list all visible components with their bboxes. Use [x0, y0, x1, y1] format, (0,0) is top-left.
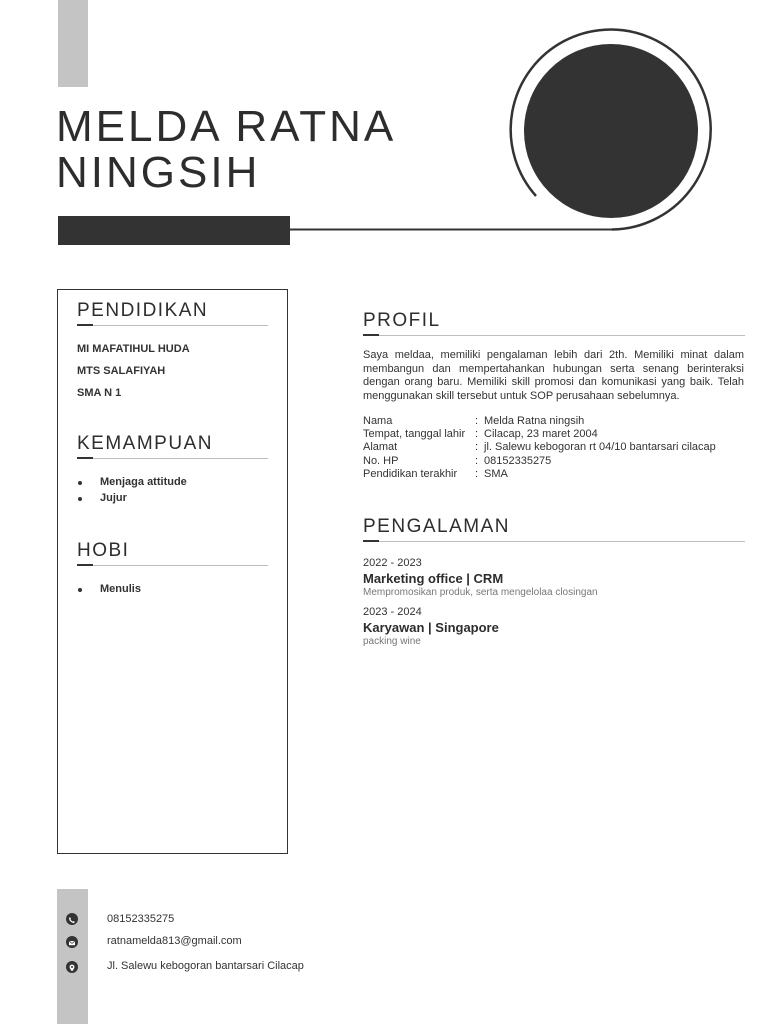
experience-desc: Mempromosikan produk, serta mengelolaa closingan [363, 587, 598, 598]
info-label: No. HP [363, 455, 399, 467]
hobby-label: Menulis [100, 583, 141, 595]
info-value: 08152335275 [484, 455, 552, 467]
skill-label: Jujur [100, 492, 127, 504]
skill-label: Menjaga attitude [100, 476, 187, 488]
experience-title-text: Karyawan | Singapore [363, 620, 499, 635]
info-label: Nama [363, 415, 393, 427]
info-row-birth: Tempat, tanggal lahir : Cilacap, 23 maret 2004 [363, 428, 598, 440]
skill-item [78, 476, 187, 488]
experience-section [363, 516, 745, 542]
info-value: jl. Salewu kebogoran rt 04/10 bantarsari cilacap [484, 441, 716, 453]
bullet-dot-icon [78, 588, 82, 592]
skills-title: KEMAMPUAN [77, 433, 213, 454]
profile-section [363, 310, 745, 336]
experience-period: 2022 - 2023 [363, 557, 422, 569]
bullet-dot-icon [78, 497, 82, 501]
profile-rule [363, 335, 745, 336]
info-label: Tempat, tanggal lahir [363, 428, 466, 440]
info-row-phone: No. HP : 08152335275 [363, 455, 552, 467]
experience-title: PENGALAMAN [363, 516, 510, 537]
profile-title: PROFIL [363, 310, 441, 331]
profile-summary: Saya meldaa, memiliki pengalaman lebih dari 2th. Memiliki minat dalam membangun dan mempertahankan hubungan serta senang berinteraksi dengan orang baru. Memiliki skill promosi dan komunikasi yang baik. Telah menggunakan skill tersebut untuk SOP perusahaan sebelumnya. [363, 349, 744, 402]
skills-section [77, 433, 268, 459]
hobbies-rule [77, 565, 268, 566]
skills-rule [77, 458, 268, 459]
email-icon [66, 936, 78, 948]
experience-title-text: Marketing office | CRM [363, 571, 504, 586]
hobbies-section [77, 540, 268, 566]
info-row-name: Nama : Melda Ratna ningsih [363, 415, 585, 427]
name-line-2: NINGSIH [56, 148, 261, 197]
info-row-address: Alamat : jl. Salewu kebogoran rt 04/10 bantarsari cilacap [363, 441, 716, 453]
experience-desc: packing wine [363, 636, 421, 647]
contact-email: ratnamelda813@gmail.com [107, 935, 242, 947]
contact-address: Jl. Salewu kebogoran bantarsari Cilacap [107, 960, 304, 972]
hobbies-title: HOBI [77, 540, 130, 561]
info-value: Melda Ratna ningsih [484, 415, 585, 427]
education-title: PENDIDIKAN [77, 300, 209, 321]
hobby-item [78, 583, 141, 595]
phone-icon [66, 913, 78, 925]
education-rule [77, 325, 268, 326]
education-item: MTS SALAFIYAH [77, 365, 166, 377]
footer-accent-bar [57, 889, 88, 1024]
name-line-1: MELDA RATNA [56, 102, 397, 151]
info-row-education: Pendidikan terakhir : SMA [363, 468, 508, 480]
info-label: Pendidikan terakhir [363, 468, 458, 480]
education-item: MI MAFATIHUL HUDA [77, 343, 190, 355]
bullet-dot-icon [78, 481, 82, 485]
info-value: SMA [484, 468, 508, 480]
education-section [77, 300, 268, 326]
header-decoration [0, 0, 768, 260]
skill-item [78, 492, 127, 504]
experience-rule [363, 541, 745, 542]
experience-period: 2023 - 2024 [363, 606, 422, 618]
education-item: SMA N 1 [77, 387, 122, 399]
info-value: Cilacap, 23 maret 2004 [484, 428, 598, 440]
info-label: Alamat [363, 441, 398, 453]
contact-phone: 08152335275 [107, 913, 175, 925]
location-pin-icon [66, 961, 78, 973]
profile-photo-placeholder [524, 44, 698, 218]
